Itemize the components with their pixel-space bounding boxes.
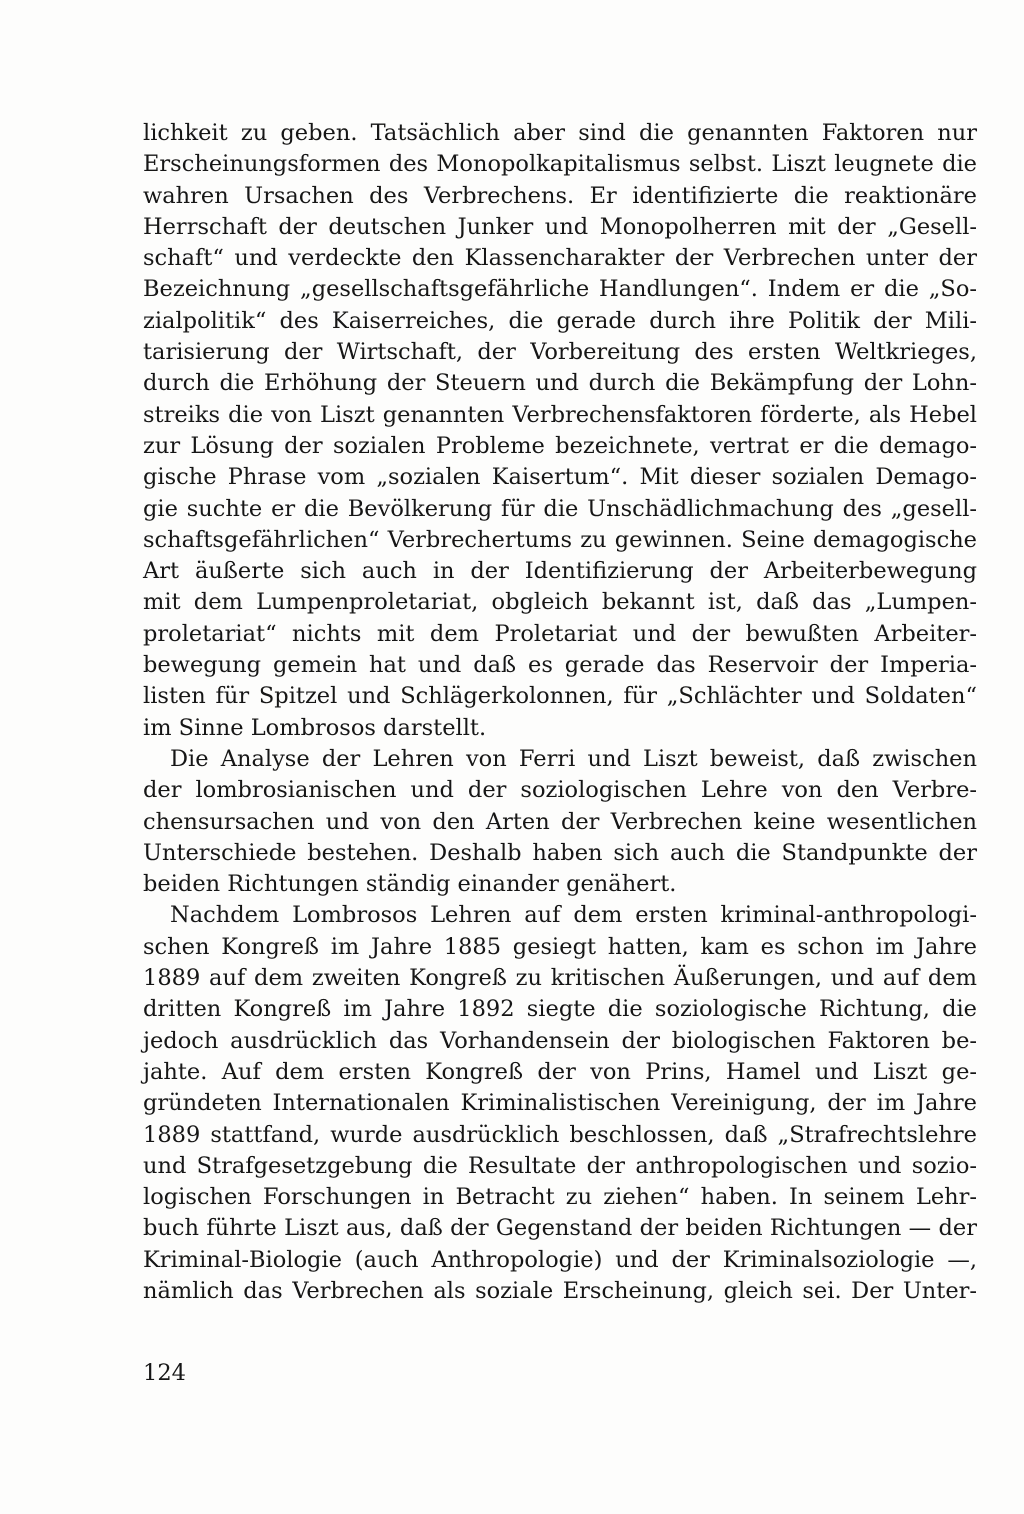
- text-line: 1889 auf dem zweiten Kongreß zu kritischen Äußerungen, und auf dem: [143, 965, 977, 992]
- text-line: im Sinne Lombrosos darstellt.: [143, 714, 487, 741]
- text-line: schaft“ und verdeckte den Klassencharakter der Verbrechen unter der: [143, 245, 977, 272]
- text-line: Erscheinungsformen des Monopolkapitalismus selbst. Liszt leugnete die: [143, 151, 977, 178]
- page-number: 124: [143, 1360, 186, 1386]
- text-line: mit dem Lumpenproletariat, obgleich bekannt ist, daß das „Lumpen-: [143, 589, 977, 616]
- text-line: der lombrosianischen und der soziologischen Lehre von den Verbre-: [143, 777, 977, 804]
- text-line: 1889 stattfand, wurde ausdrücklich beschlossen, daß „Strafrechtslehre: [143, 1121, 977, 1148]
- text-line: gische Phrase vom „sozialen Kaisertum“. Mit dieser sozialen Demago-: [143, 464, 977, 491]
- text-line: nämlich das Verbrechen als soziale Erscheinung, gleich sei. Der Unter-: [143, 1277, 977, 1304]
- body-text: [143, 118, 977, 1307]
- text-line: chensursachen und von den Arten der Verbrechen keine wesentlichen: [143, 808, 977, 835]
- text-line: Unterschiede bestehen. Deshalb haben sich auch die Standpunkte der: [143, 839, 977, 866]
- text-line: wahren Ursachen des Verbrechens. Er identifizierte die reaktionäre: [143, 182, 977, 209]
- text-line: gründeten Internationalen Kriminalistischen Vereinigung, der im Jahre: [143, 1090, 977, 1117]
- text-line: lichkeit zu geben. Tatsächlich aber sind die genannten Faktoren nur: [143, 120, 977, 146]
- text-line: bewegung gemein hat und daß es gerade das Reservoir der Imperia-: [143, 652, 977, 679]
- text-line: jedoch ausdrücklich das Vorhandensein der biologischen Faktoren be-: [143, 1027, 977, 1054]
- text-line: Herrschaft der deutschen Junker und Monopolherren mit der „Gesell-: [143, 213, 977, 240]
- text-line: Nachdem Lombrosos Lehren auf dem ersten kriminal-anthropologi-: [170, 902, 977, 929]
- text-line: durch die Erhöhung der Steuern und durch die Bekämpfung der Lohn-: [143, 370, 977, 397]
- text-line: Die Analyse der Lehren von Ferri und Liszt beweist, daß zwischen: [170, 745, 977, 772]
- text-line: logischen Forschungen in Betracht zu ziehen“ haben. In seinem Lehr-: [143, 1184, 977, 1211]
- text-line: beiden Richtungen ständig einander genähert.: [143, 871, 677, 898]
- text-line: zialpolitik“ des Kaiserreiches, die gerade durch ihre Politik der Mili-: [143, 307, 977, 334]
- text-line: dritten Kongreß im Jahre 1892 siegte die soziologische Richtung, die: [143, 996, 977, 1023]
- text-line: Bezeichnung „gesellschaftsgefährliche Handlungen“. Indem er die „So-: [143, 276, 977, 303]
- text-line: jahte. Auf dem ersten Kongreß der von Prins, Hamel und Liszt ge-: [143, 1058, 977, 1085]
- text-line: schen Kongreß im Jahre 1885 gesiegt hatten, kam es schon im Jahre: [143, 933, 977, 960]
- text-line: streiks die von Liszt genannten Verbrechensfaktoren förderte, als Hebel: [143, 401, 977, 428]
- text-line: proletariat“ nichts mit dem Proletariat und der bewußten Arbeiter-: [143, 620, 977, 647]
- text-line: listen für Spitzel und Schlägerkolonnen, für „Schlächter und Soldaten“: [143, 683, 977, 710]
- text-line: tarisierung der Wirtschaft, der Vorbereitung des ersten Weltkrieges,: [143, 339, 977, 366]
- text-line: Art äußerte sich auch in der Identifizierung der Arbeiterbewegung: [143, 558, 977, 585]
- text-line: und Strafgesetzgebung die Resultate der anthropologischen und sozio-: [143, 1152, 977, 1179]
- text-line: gie suchte er die Bevölkerung für die Unschädlichmachung des „gesell-: [143, 495, 977, 522]
- text-line: schaftsgefährlichen“ Verbrechertums zu gewinnen. Seine demagogische: [143, 526, 977, 553]
- text-line: zur Lösung der sozialen Probleme bezeichnete, vertrat er die demago-: [143, 432, 977, 459]
- text-line: Kriminal-Biologie (auch Anthropologie) und der Kriminalsoziologie —,: [143, 1246, 977, 1273]
- text-line: buch führte Liszt aus, daß der Gegenstand der beiden Richtungen — der: [143, 1215, 977, 1242]
